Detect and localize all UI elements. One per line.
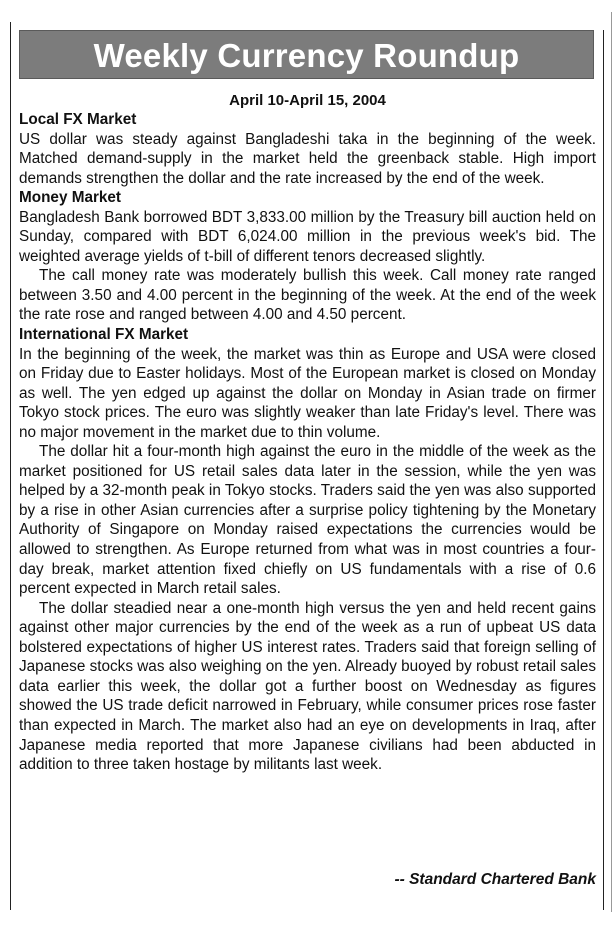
title-banner xyxy=(19,30,594,79)
local-fx-paragraph: US dollar was steady against Bangladeshi taka in the beginning of the week. Matched demand-supply in the market held the greenback stable. High import demands strengthen the dollar and the rate increased by the end of the week. xyxy=(19,130,596,187)
page-title: Weekly Currency Roundup xyxy=(93,37,520,74)
money-market-paragraph: The call money rate was moderately bullish this week. Call money rate ranged between 3.50 and 4.00 percent in the beginning of the week. At the end of the week the rate rose and ranged between 4.00 and 4.50 percent. xyxy=(19,267,596,324)
page-edge-line xyxy=(611,12,612,912)
article-body xyxy=(19,110,596,775)
section-heading-money-market: Money Market xyxy=(19,189,122,207)
international-fx-paragraph: The dollar hit a four-month high against the euro in the middle of the week as the market positioned for US retail sales data later in the session, while the yen was helped by a 32-month peak in Tokyo stocks. Traders said the yen was also supported by a rise in other Asian currencies after a surprise policy tightening by the Monetary Authority of Singapore on Monday raised expectations the currencies would be allowed to strengthen. As Europe returned from what was in most countries a four-day break, market attention fixed chiefly on US fundamentals with a rise of 0.6 percent expected in March retail sales. xyxy=(19,443,596,598)
money-market-paragraph: Bangladesh Bank borrowed BDT 3,833.00 million by the Treasury bill auction held on Sunday, compared with BDT 6,024.00 million in the previous week's bid. The weighted average yields of t-bill of different tenors decreased slightly. xyxy=(19,208,596,265)
international-fx-paragraph: The dollar steadied near a one-month high versus the yen and held recent gains against other major currencies by the end of the week as a run of upbeat US data bolstered expectations of higher US interest rates. Traders said that foreign selling of Japanese stocks was also weighing on the yen. Already buoyed by robust retail sales data earlier this week, the dollar got a further boost on Wednesday as figures showed the US trade deficit narrowed in February, while consumer prices rose faster than expected in March. The market also had an eye on developments in Iraq, after Japanese media reported that more Japanese civilians had been abducted in addition to three taken hostage by militants last week. xyxy=(19,599,596,774)
section-heading-local-fx: Local FX Market xyxy=(19,111,137,128)
section-heading-international-fx: International FX Market xyxy=(19,326,189,344)
left-column-rule xyxy=(10,22,11,910)
signature: -- Standard Chartered Bank xyxy=(394,871,596,888)
date-range: April 10-April 15, 2004 xyxy=(229,92,386,109)
right-column-rule xyxy=(603,30,604,910)
international-fx-paragraph: In the beginning of the week, the market was thin as Europe and USA were closed on Friday due to Easter holidays. Most of the European market is closed on Monday as well. The yen edged up against the dollar on Monday in Asian trade on firmer Tokyo stock prices. The euro was slightly weaker than late Friday's level. There was no major movement in the market due to thin volume. xyxy=(19,345,596,441)
